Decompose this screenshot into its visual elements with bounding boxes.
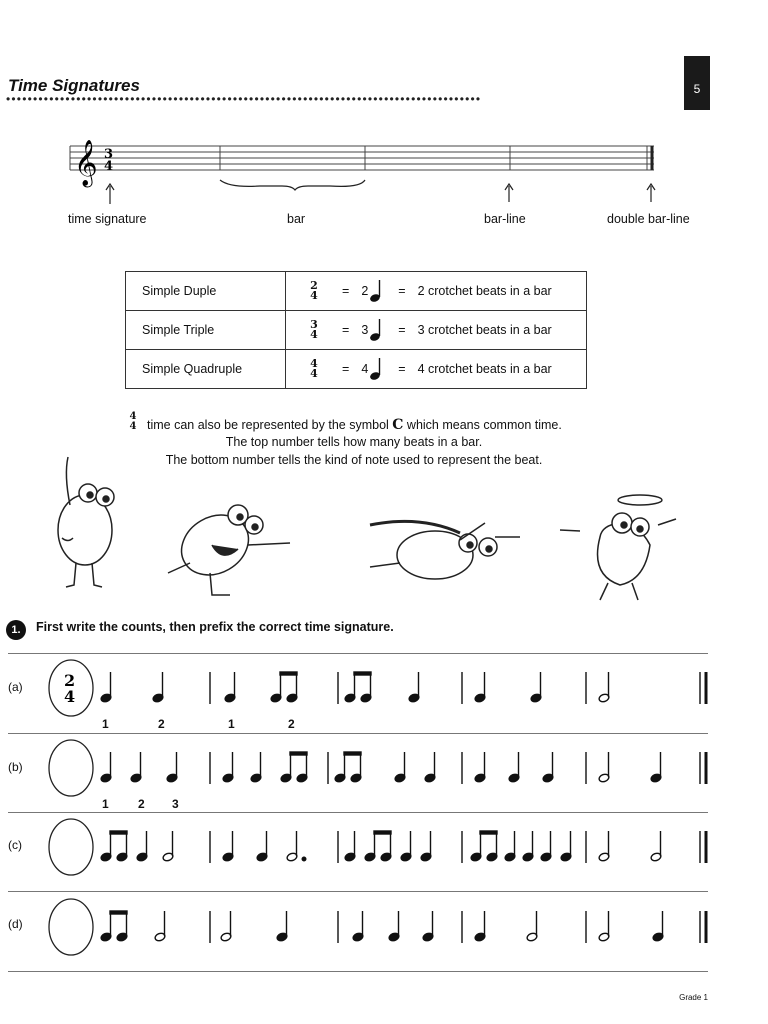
- row-label-d: (d): [8, 917, 23, 931]
- label-time-signature: time signature: [68, 212, 147, 226]
- count: 2: [288, 717, 295, 731]
- exercise-instruction: First write the counts, then prefix the correct time signature.: [36, 620, 394, 634]
- row-detail: 2 4 = 2 = 2 crotchet beats in a bar: [286, 272, 587, 311]
- time-sig-fraction: 4 4: [310, 357, 318, 380]
- time-signature-circle-d[interactable]: [46, 895, 96, 959]
- page-title: Time Signatures: [8, 76, 140, 95]
- beat-description: 4 crotchet beats in a bar: [417, 362, 552, 376]
- row-label-b: (b): [8, 760, 23, 774]
- count: 2: [138, 797, 145, 811]
- treble-clef-icon: 𝄞: [74, 140, 98, 186]
- label-bar-line: bar-line: [484, 212, 526, 226]
- time-signature-table: [125, 271, 587, 389]
- divider: [8, 891, 708, 892]
- beat-count: 3: [361, 323, 369, 337]
- rhythm-row-a: [96, 660, 716, 716]
- diagram-sig-bottom: 4: [104, 159, 114, 174]
- common-time-line: time can also be represented by the symbol C which means common time.: [147, 417, 562, 433]
- divider: [8, 971, 708, 972]
- row-detail: 3 4 = 3 = 3 crotchet beats in a bar: [286, 311, 587, 350]
- bar-brace: [220, 180, 365, 190]
- diagram-sig-top: 3: [104, 147, 114, 162]
- row-label-a: (a): [8, 680, 23, 694]
- common-time-symbol: C: [392, 417, 404, 433]
- crotchet-icon: [368, 278, 386, 304]
- svg-text:4: 4: [64, 687, 76, 706]
- time-signature-circle-b[interactable]: [46, 736, 96, 800]
- time-sig-fraction: 2 4: [310, 279, 318, 302]
- row-name: Simple Duple: [126, 272, 286, 311]
- divider: [8, 653, 708, 654]
- note-line-3: The bottom number tells the kind of note used to represent the beat.: [165, 453, 543, 467]
- page-number: 5: [684, 56, 710, 110]
- crotchet-icon: [368, 317, 386, 343]
- note-line-2: The top number tells how many beats in a bar.: [225, 435, 483, 449]
- time-signature-circle-c[interactable]: [46, 815, 96, 879]
- divider: [8, 812, 708, 813]
- svg-text:2: 2: [64, 671, 76, 690]
- dotted-rule: ••••••••••••••••••••••••••••••••••••••••••••••••••••••••••••••••••••••••••••••••••••••••: [6, 92, 482, 106]
- time-signature-circle-a: [46, 656, 96, 720]
- row-name: Simple Quadruple: [126, 350, 286, 389]
- staff-diagram: [60, 128, 700, 208]
- exercise-number-badge: 1.: [6, 620, 26, 640]
- common-time-fraction: 4 4: [129, 411, 137, 432]
- table-row: [126, 311, 587, 350]
- label-bar: bar: [287, 212, 306, 226]
- beat-description: 2 crotchet beats in a bar: [417, 284, 552, 298]
- row-name: Simple Triple: [126, 311, 286, 350]
- divider: [8, 733, 708, 734]
- count: 1: [102, 717, 109, 731]
- rhythm-row-d: [96, 899, 716, 955]
- count: 1: [102, 797, 109, 811]
- time-sig-fraction: 3 4: [310, 318, 318, 341]
- cartoon-characters-illustration: [40, 445, 720, 605]
- rhythm-row-b: [96, 740, 716, 796]
- count: 1: [228, 717, 235, 731]
- table-row: [126, 272, 587, 311]
- beat-count: 2: [361, 284, 369, 298]
- crotchet-icon: [368, 356, 386, 382]
- label-double-bar-line: double bar-line: [607, 212, 690, 226]
- count: 2: [158, 717, 165, 731]
- beat-count: 4: [361, 362, 369, 376]
- count: 3: [172, 797, 179, 811]
- row-detail: 4 4 = 4 = 4 crotchet beats in a bar: [286, 350, 587, 389]
- rhythm-row-c: [96, 819, 716, 875]
- footer-grade: Grade 1: [679, 993, 708, 1002]
- row-label-c: (c): [8, 838, 22, 852]
- table-row: [126, 350, 587, 389]
- beat-description: 3 crotchet beats in a bar: [417, 323, 552, 337]
